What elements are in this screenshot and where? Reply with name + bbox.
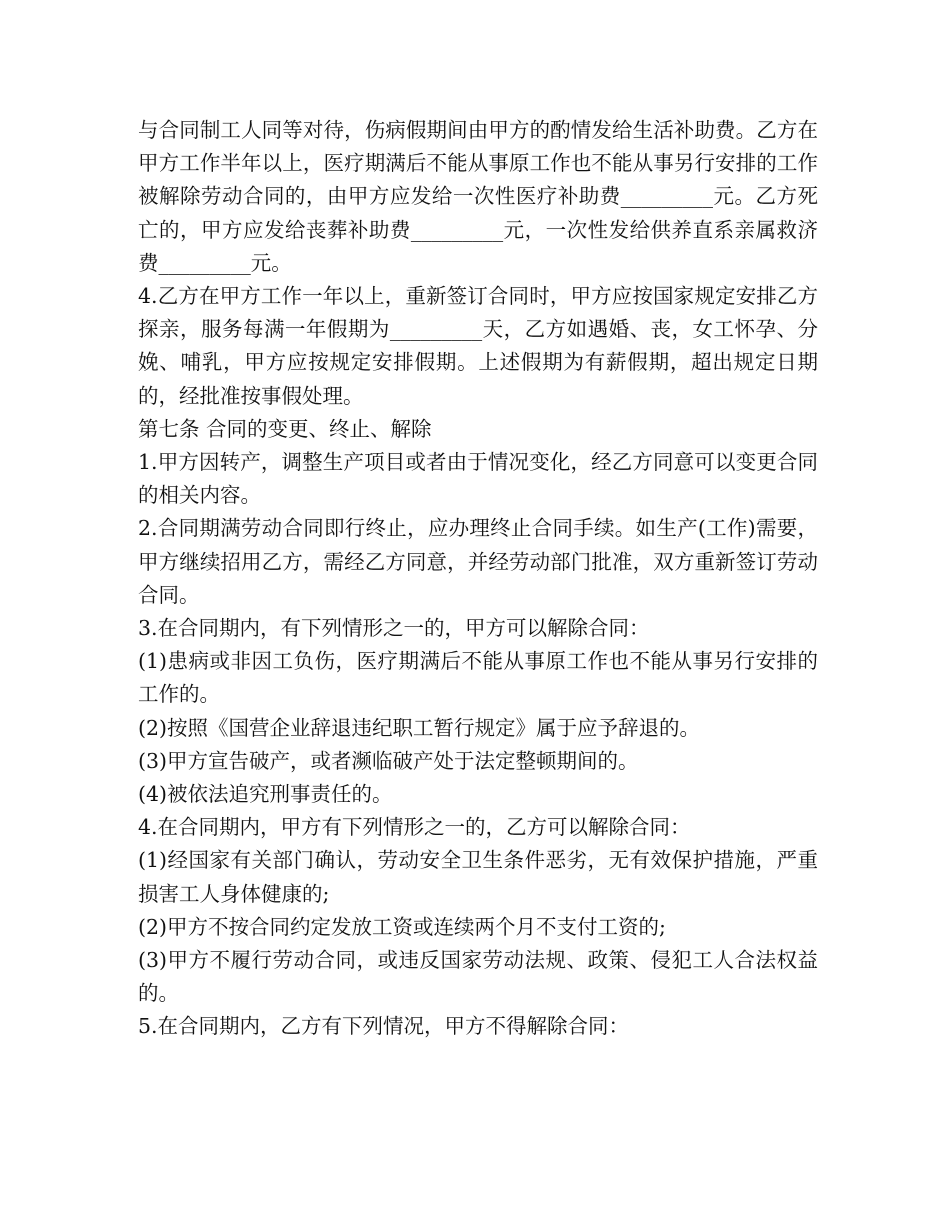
list-item-employee-1: (1)经国家有关部门确认，劳动安全卫生条件恶劣，无有效保护措施，严重损害工人身体健康的;	[138, 848, 818, 906]
paragraph-home-leave: 4.乙方在甲方工作一年以上，重新签订合同时，甲方应按国家规定安排乙方探亲，服务每满一年假期为_________天，乙方如遇婚、丧，女工怀孕、分娩、哺乳，甲方应按规定安排假期。上述假期为有薪假期，超出规定日期的，经批准按事假处理。	[138, 284, 818, 408]
list-item-employer-2: (2)按照《国营企业辞退违纪职工暂行规定》属于应予辞退的。	[138, 715, 701, 740]
paragraph-employer-dissolution: 3.在合同期内，有下列情形之一的，甲方可以解除合同：	[138, 616, 650, 641]
document-body	[138, 114, 818, 1044]
paragraph-contract-change: 1.甲方因转产，调整生产项目或者由于情况变化，经乙方同意可以变更合同的相关内容。	[138, 450, 818, 508]
paragraph-contract-termination: 2.合同期满劳动合同即行终止，应办理终止合同手续。如生产(工作)需要，甲方继续招用乙方，需经乙方同意，并经劳动部门批准，双方重新签订劳动合同。	[138, 516, 818, 607]
list-item-employer-4: (4)被依法追究刑事责任的。	[138, 782, 393, 807]
list-item-employee-3: (3)甲方不履行劳动合同，或违反国家劳动法规、政策、侵犯工人合法权益的。	[138, 948, 818, 1006]
list-item-employee-2: (2)甲方不按合同约定发放工资或连续两个月不支付工资的;	[138, 914, 666, 939]
section-heading-article-7: 第七条 合同的变更、终止、解除	[138, 416, 432, 441]
paragraph-sick-leave-benefits: 与合同制工人同等对待，伤病假期间由甲方的酌情发给生活补助费。乙方在甲方工作半年以上，医疗期满后不能从事原工作也不能从事另行安排的工作被解除劳动合同的，由甲方应发给一次性医疗补助费_________元。乙方死亡的，甲方应发给丧葬补助费_________元，一次性发给供养直系亲属救济费_________元。	[138, 118, 818, 275]
paragraph-employee-dissolution: 4.在合同期内，甲方有下列情形之一的，乙方可以解除合同：	[138, 815, 691, 840]
paragraph-no-dissolution: 5.在合同期内，乙方有下列情况，甲方不得解除合同：	[138, 1014, 630, 1039]
list-item-employer-3: (3)甲方宣告破产，或者濒临破产处于法定整顿期间的。	[138, 748, 639, 773]
list-item-employer-1: (1)患病或非因工负伤，医疗期满后不能从事原工作也不能从事另行安排的工作的。	[138, 649, 818, 707]
